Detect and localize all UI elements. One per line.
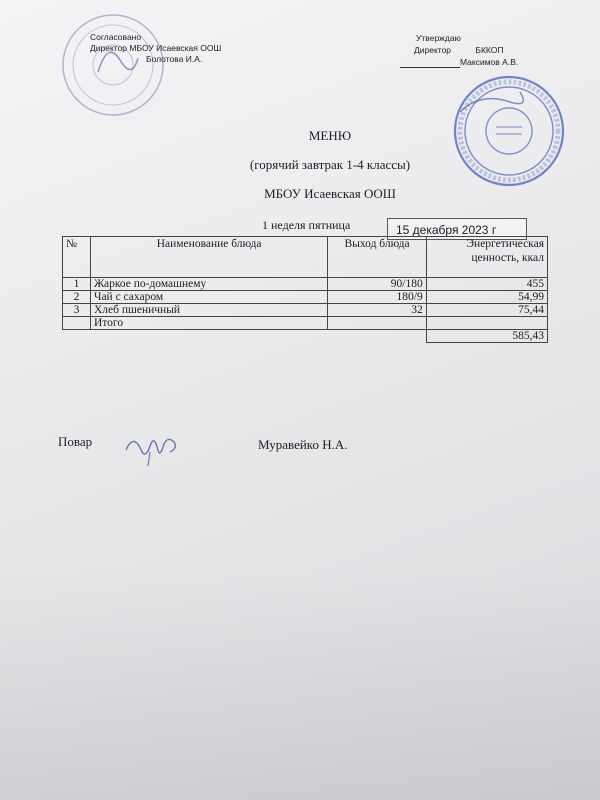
table-row bbox=[63, 304, 548, 317]
table-header-row bbox=[63, 237, 548, 278]
row-dish-name: Хлеб пшеничный bbox=[90, 304, 327, 317]
approval-right-line1: Утверждаю bbox=[416, 33, 461, 43]
menu-subtitle: (горячий завтрак 1-4 классы) bbox=[249, 157, 411, 172]
row-num: 1 bbox=[63, 278, 91, 291]
row-output: 32 bbox=[328, 304, 426, 317]
total-num-empty bbox=[63, 317, 91, 330]
col-header-name: Наименование блюда bbox=[90, 237, 327, 278]
table-total-value-row bbox=[63, 330, 548, 343]
col-header-num: № bbox=[63, 237, 91, 278]
approval-left-name: Болотова И.А. bbox=[146, 54, 203, 64]
table-row bbox=[63, 291, 548, 304]
spacer-cell bbox=[328, 330, 426, 343]
row-kcal: 54,99 bbox=[426, 291, 547, 304]
row-kcal: 75,44 bbox=[426, 304, 547, 317]
col-header-output: Выход блюда bbox=[328, 237, 426, 278]
date-box: 15 декабря 2023 г bbox=[387, 218, 527, 240]
row-dish-name: Жаркое по-домашнему bbox=[90, 278, 327, 291]
row-dish-name: Чай с сахаром bbox=[90, 291, 327, 304]
approval-right-name: Максимов А.В. bbox=[460, 57, 519, 67]
row-num: 3 bbox=[63, 304, 91, 317]
total-value: 585,43 bbox=[426, 330, 547, 343]
row-num: 2 bbox=[63, 291, 91, 304]
menu-title: МЕНЮ bbox=[308, 128, 352, 143]
row-output: 90/180 bbox=[328, 278, 426, 291]
cook-name: Муравейко Н.А. bbox=[258, 437, 348, 452]
approval-left-line1: Согласовано bbox=[90, 32, 142, 42]
row-output: 180/9 bbox=[328, 291, 426, 304]
menu-table bbox=[62, 236, 548, 343]
week-day-label: 1 неделя пятница bbox=[262, 218, 351, 232]
table-total-row bbox=[63, 317, 548, 330]
approval-right-block bbox=[400, 32, 518, 68]
left-seal-stamp bbox=[58, 10, 168, 120]
spacer-cell bbox=[90, 330, 327, 343]
approval-right-org: БККОП bbox=[475, 45, 504, 55]
table-row bbox=[63, 278, 548, 291]
total-output-empty bbox=[328, 317, 426, 330]
approval-left-line2: Директор МБОУ Исаевская ООШ bbox=[90, 43, 222, 53]
spacer-cell bbox=[63, 330, 91, 343]
school-name: МБОУ Исаевская ООШ bbox=[264, 186, 396, 201]
col-header-kcal: Энергетическая ценность, ккал bbox=[426, 237, 547, 278]
row-kcal: 455 bbox=[426, 278, 547, 291]
cook-signature bbox=[120, 422, 190, 468]
cook-label: Повар bbox=[58, 434, 93, 449]
total-label: Итого bbox=[90, 317, 327, 330]
approval-right-signature-line bbox=[400, 59, 460, 68]
approval-right-position: Директор bbox=[414, 45, 452, 55]
approval-left-block bbox=[90, 32, 221, 65]
total-kcal-empty bbox=[426, 317, 547, 330]
